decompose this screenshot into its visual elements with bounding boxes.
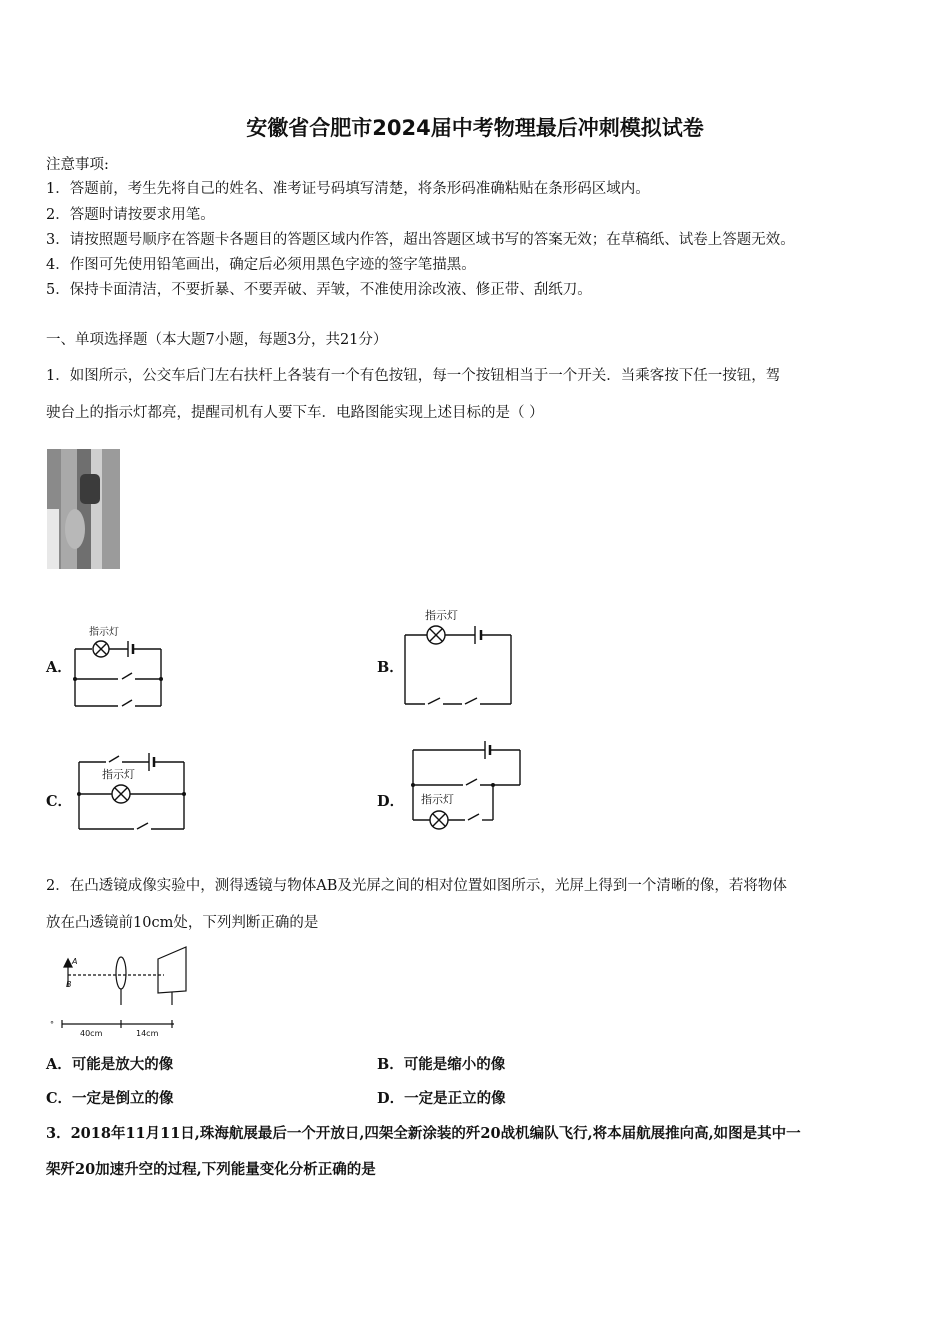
distance-label: 40cm	[80, 1029, 103, 1038]
notice-item: 4．作图可先使用铅笔画出，确定后必须用黑色字迹的签字笔描黑。	[46, 257, 476, 273]
lamp-label: 指示灯	[425, 609, 458, 622]
option-c: C．一定是倒立的像	[46, 1090, 174, 1107]
option-label: C．	[46, 793, 73, 810]
question-2-text: 2．在凸透镜成像实验中，测得透镜与物体AB及光屏之间的相对位置如图所示，光屏上得到一个清晰的像，若将物体	[46, 878, 787, 894]
circuit-diagram-b	[400, 603, 518, 711]
circuit-diagram-d	[405, 736, 527, 836]
option-label: D．	[377, 793, 405, 810]
lamp-label: 指示灯	[102, 768, 135, 781]
option-d: D．一定是正立的像	[377, 1090, 506, 1107]
option-b: B．可能是缩小的像	[377, 1056, 506, 1073]
notice-item: 5．保持卡面清洁，不要折暴、不要弄破、弄皱，不准使用涂改液、修正带、刮纸刀。	[46, 282, 592, 298]
option-a: A．可能是放大的像	[46, 1056, 174, 1073]
lamp-label: 指示灯	[89, 627, 119, 638]
point-b-label: B	[66, 980, 72, 989]
lens-experiment-diagram	[44, 945, 204, 1040]
distance-label: 14cm	[136, 1029, 159, 1038]
bus-handrail-photo	[47, 449, 120, 569]
question-3-text: 3．2018年11月11日,珠海航展最后一个开放日,四架全新涂装的歼20战机编队飞行,将本届航展推向高,如图是其中一	[46, 1125, 801, 1142]
option-label: A．	[46, 659, 72, 676]
section-heading: 一、单项选择题（本大题7小题，每题3分，共21分）	[46, 332, 388, 348]
notice-item: 1．答题前，考生先将自己的姓名、准考证号码填写清楚，将条形码准确粘贴在条形码区域内。	[46, 181, 650, 197]
question-3-text: 架歼20加速升空的过程,下列能量变化分析正确的是	[46, 1161, 376, 1178]
page-title: 安徽省合肥市2024届中考物理最后冲刺模拟试卷	[246, 116, 704, 140]
circuit-diagram-a	[70, 622, 170, 712]
notice-heading: 注意事项:	[46, 157, 109, 173]
point-a-label: A	[72, 957, 78, 966]
option-label: B．	[377, 659, 404, 676]
question-1-text: 驶台上的指示灯都亮，提醒司机有人要下车．电路图能实现上述目标的是（ ）	[46, 405, 544, 421]
svg-text:°: °	[50, 1020, 54, 1029]
notice-item: 2．答题时请按要求用笔。	[46, 207, 215, 223]
circuit-diagram-c	[74, 740, 192, 836]
question-1-text: 1．如图所示，公交车后门左右扶杆上各装有一个有色按钮，每一个按钮相当于一个开关．当乘客按下任一按钮，驾	[46, 368, 781, 384]
lamp-label: 指示灯	[421, 793, 454, 806]
notice-item: 3．请按照题号顺序在答题卡各题目的答题区域内作答，超出答题区域书写的答案无效；在草稿纸、试卷上答题无效。	[46, 232, 795, 248]
question-2-text: 放在凸透镜前10cm处，下列判断正确的是	[46, 915, 319, 931]
